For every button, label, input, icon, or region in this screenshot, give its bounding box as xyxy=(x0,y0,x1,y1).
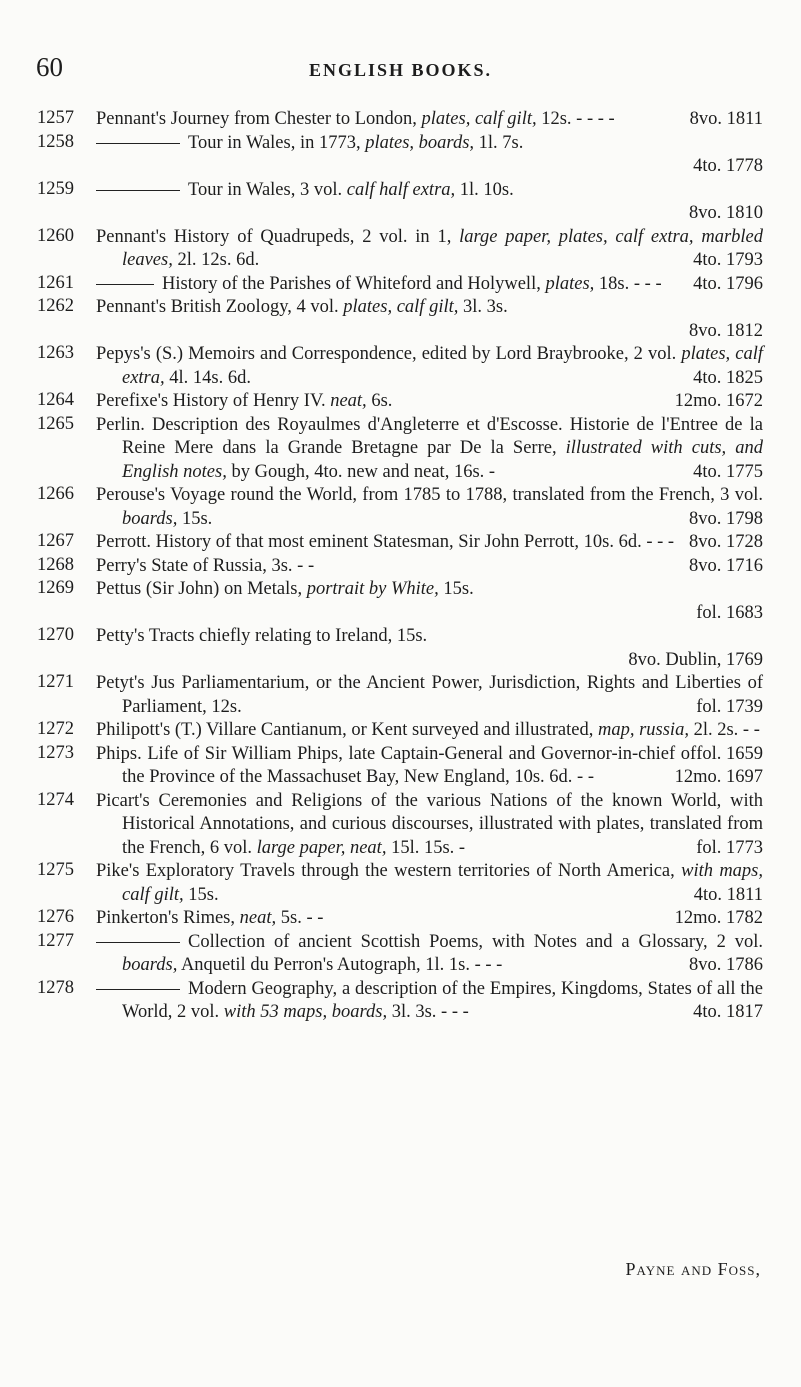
entry-price: 3s. - - xyxy=(271,555,315,576)
entry-price: 15s. xyxy=(177,508,213,529)
page-number: 60 xyxy=(36,52,63,82)
entry-number: 1271 xyxy=(37,672,74,692)
entry-text xyxy=(96,907,763,931)
entry-number: 1262 xyxy=(37,296,74,316)
catalogue-entry xyxy=(0,296,801,343)
entry-imprint: 12mo. 1672 xyxy=(674,391,763,411)
entry-description: plates, boards, xyxy=(365,132,475,153)
entry-lead: Perlin. Description des Royaulmes d'Angleterre et d'Escosse. Historie de l'Entree de la Reine Mere dans la Grande Bretagne par De la Serre, xyxy=(96,414,763,458)
catalogue-entry xyxy=(0,931,801,978)
entry-price: 2l. 2s. - - xyxy=(688,720,760,740)
entry-number: 1277 xyxy=(37,930,74,951)
entry-price: 6s. xyxy=(366,391,393,411)
entry-text xyxy=(96,625,763,672)
entry-lead: Perefixe's History of Henry IV. xyxy=(96,391,331,411)
entry-lead: Pike's Exploratory Travels through the western territories of North America, xyxy=(96,861,682,881)
catalogue-entry xyxy=(0,790,801,861)
entry-number: 1258 xyxy=(37,131,74,152)
entry-price: 5s. - - xyxy=(276,908,324,928)
entry-number: 1276 xyxy=(37,907,74,927)
catalogue-entry xyxy=(0,108,801,132)
entry-imprint: 4to. 1775 xyxy=(693,461,763,482)
catalogue-entry xyxy=(0,226,801,273)
entry-price: 12s. xyxy=(211,696,242,717)
entry-lead: Picart's Ceremonies and Religions of the various Nations of the known World, with Historical Annotations, and curious discourses, illustrated with plates, translated from the French, 6 vol. xyxy=(96,790,763,858)
entry-imprint: fol. 1683 xyxy=(696,602,763,623)
catalogue-entry xyxy=(0,978,801,1025)
entry-imprint: 4to. 1778 xyxy=(693,156,763,176)
entry-imprint: 8vo. 1811 xyxy=(689,109,763,129)
entry-description: boards, xyxy=(122,508,178,529)
entry-lead: Tour in Wales, 3 vol. xyxy=(188,179,347,200)
entry-price: 1l. 10s. xyxy=(455,179,514,200)
entry-number: 1264 xyxy=(37,390,74,410)
entry-lead: Petty's Tracts chiefly relating to Ireland, xyxy=(96,626,397,646)
entry-lead: Tour in Wales, in 1773, xyxy=(188,132,366,153)
entry-lead: Philipott's (T.) Villare Cantianum, or Kent surveyed and illustrated, xyxy=(96,720,598,740)
entry-lead: Pinkerton's Rimes, xyxy=(96,908,240,928)
catalogue-entry xyxy=(0,132,801,179)
entry-description: with maps, calf gilt, xyxy=(122,861,763,905)
entry-imprint: 12mo. 1782 xyxy=(674,908,763,928)
ditto-rule xyxy=(96,284,154,285)
entry-lead: Perry's State of Russia, xyxy=(96,555,272,576)
entry-lead: Perrott. History of that most eminent Statesman, Sir John Perrott, xyxy=(96,532,584,552)
entry-number: 1273 xyxy=(37,742,74,763)
entry-description: plates, calf gilt, xyxy=(421,109,537,129)
entry-text xyxy=(96,273,763,297)
entry-number: 1269 xyxy=(37,578,74,598)
entry-text xyxy=(96,578,763,625)
entry-imprint: fol. 1773 xyxy=(696,837,763,858)
entry-price: 4l. 14s. 6d. xyxy=(164,367,251,388)
entry-number: 1263 xyxy=(37,343,74,363)
entry-imprint: 4to. 1811 xyxy=(693,884,763,905)
entry-imprint: fol. 1739 xyxy=(696,696,763,717)
entry-text xyxy=(96,719,763,764)
ditto-rule xyxy=(96,989,180,990)
entry-text xyxy=(96,343,763,390)
entry-number: 1257 xyxy=(37,108,74,128)
entry-price: 15s. xyxy=(396,626,428,646)
entry-lead: Pennant's British Zoology, 4 vol. xyxy=(96,297,344,317)
catalogue-entry xyxy=(0,555,801,579)
catalogue-entry xyxy=(0,531,801,555)
entry-price: by Gough, 4to. new and neat, 16s. - xyxy=(226,461,496,482)
entry-number: 1270 xyxy=(37,625,74,645)
entry-price: 15l. 15s. - xyxy=(386,837,466,858)
entry-description: illustrated with cuts, and English notes, xyxy=(122,438,763,482)
entry-number: 1266 xyxy=(37,484,74,504)
catalogue-entry xyxy=(0,343,801,390)
entry-imprint: 12mo. 1697 xyxy=(674,767,763,787)
entry-text xyxy=(96,179,763,226)
entry-text xyxy=(96,414,763,485)
entry-text xyxy=(96,555,763,579)
entry-text xyxy=(96,484,763,531)
entry-imprint: 8vo. 1786 xyxy=(689,955,763,975)
entry-imprint: fol. 1659 xyxy=(696,743,763,764)
entry-price: 10s. 6d. - - - xyxy=(583,532,675,552)
catalogue-entry xyxy=(0,860,801,907)
entry-text xyxy=(96,931,763,978)
entry-description: with 53 maps, boards, xyxy=(223,1002,388,1022)
entry-price: 1l. 7s. xyxy=(474,132,524,153)
entry-lead: Perouse's Voyage round the World, from 1785 to 1788, translated from the French, 3 vol. xyxy=(96,485,763,505)
entry-price: Anquetil du Perron's Autograph, 1l. 1s. - - - xyxy=(177,955,503,975)
entry-lead: Pepys's (S.) Memoirs and Correspondence, edited by Lord Braybrooke, 2 vol. xyxy=(96,344,682,364)
entry-number: 1260 xyxy=(37,225,74,246)
ditto-rule xyxy=(96,190,180,191)
entry-text xyxy=(96,978,763,1025)
entry-lead: Pennant's Journey from Chester to London, xyxy=(96,109,422,129)
entry-imprint: 4to. 1817 xyxy=(693,1002,763,1022)
catalogue-entry xyxy=(0,743,801,790)
catalogue-entry xyxy=(0,390,801,414)
entry-number: 1278 xyxy=(37,977,74,998)
entry-imprint: 4to. 1793 xyxy=(693,250,763,270)
entry-number: 1275 xyxy=(37,860,74,880)
entry-price: 15s. xyxy=(183,884,219,905)
entry-price: 18s. - - - xyxy=(594,273,662,294)
entry-price: 12s. - - - - xyxy=(536,109,615,129)
catalogue-entry xyxy=(0,414,801,485)
catalogue-list xyxy=(0,108,801,1025)
entry-lead: Petyt's Jus Parliamentarium, or the Ancient Power, Jurisdiction, Rights and Liberties of Parliament, xyxy=(96,673,763,717)
entry-price: 3l. 3s. - - - xyxy=(387,1002,469,1022)
entry-number: 1267 xyxy=(37,531,74,551)
catalogue-entry xyxy=(0,273,801,297)
entry-description: neat, xyxy=(239,908,277,928)
entry-price: 3l. 3s. xyxy=(458,297,508,317)
entry-price: 10s. 6d. - - xyxy=(514,767,594,787)
entry-description: large paper, neat, xyxy=(256,837,387,858)
entry-description: boards, xyxy=(122,955,178,975)
catalogue-entry xyxy=(0,625,801,672)
entry-lead: Pettus (Sir John) on Metals, xyxy=(96,579,307,599)
entry-imprint: 8vo. 1810 xyxy=(689,203,763,223)
catalogue-entry xyxy=(0,484,801,531)
entry-text xyxy=(96,531,763,555)
entry-imprint: 8vo. Dublin, 1769 xyxy=(628,649,763,670)
entry-price: 15s. xyxy=(438,579,474,599)
entry-text xyxy=(96,672,763,719)
entry-text xyxy=(96,296,763,343)
entry-text xyxy=(96,132,763,179)
catalogue-entry xyxy=(0,672,801,719)
entry-description: calf half extra, xyxy=(346,179,456,200)
entry-lead: Modern Geography, a description of the Empires, Kingdoms, States of all the World, 2 vol. xyxy=(122,978,763,1022)
ditto-rule xyxy=(96,143,180,144)
entry-lead: Pennant's History of Quadrupeds, 2 vol. in 1, xyxy=(96,226,460,247)
entry-number: 1261 xyxy=(37,272,74,293)
entry-description: portrait by White, xyxy=(306,579,439,599)
ditto-rule xyxy=(96,942,180,943)
entry-text xyxy=(96,790,763,861)
catalogue-entry xyxy=(0,907,801,931)
entry-text xyxy=(96,743,763,790)
entry-number: 1265 xyxy=(37,413,74,434)
entry-text xyxy=(96,108,763,132)
entry-number: 1259 xyxy=(37,178,74,199)
running-head: ENGLISH BOOKS. xyxy=(308,60,493,80)
entry-number: 1272 xyxy=(37,719,74,739)
entry-text xyxy=(96,226,763,273)
entry-lead: Phips. Life of Sir William Phips, late Captain-General and Governor-in-chief of the Province of the Massachuset Bay, New England, xyxy=(96,743,697,787)
entry-imprint: 8vo. 1812 xyxy=(689,320,763,341)
entry-description: neat, xyxy=(330,391,367,411)
entry-imprint: 4to. 1796 xyxy=(693,273,763,294)
entry-price: 2l. 12s. 6d. xyxy=(172,250,260,270)
entry-lead: History of the Parishes of Whiteford and Holywell, xyxy=(162,273,546,294)
entry-imprint: 8vo. 1728 xyxy=(689,532,763,552)
entry-number: 1268 xyxy=(37,554,74,575)
entry-text xyxy=(96,390,763,414)
entry-description: plates, calf extra, xyxy=(122,344,763,388)
entry-description: plates, xyxy=(545,273,595,294)
entry-imprint: 8vo. 1716 xyxy=(689,555,763,576)
entry-description: map, russia, xyxy=(597,720,689,740)
catalogue-entry xyxy=(0,179,801,226)
entry-number: 1274 xyxy=(37,789,74,810)
catalogue-entry xyxy=(0,578,801,625)
entry-imprint: 4to. 1825 xyxy=(693,367,763,388)
entry-lead: Collection of ancient Scottish Poems, with Notes and a Glossary, 2 vol. xyxy=(188,931,763,952)
entry-imprint: 8vo. 1798 xyxy=(689,508,763,529)
page-header xyxy=(0,52,801,88)
entry-text xyxy=(96,860,763,907)
entry-description: large paper, plates, calf extra, marbled leaves, xyxy=(122,226,764,270)
entry-description: plates, calf gilt, xyxy=(343,297,459,317)
publisher-catchword: Payne and Foss, xyxy=(625,1259,761,1279)
